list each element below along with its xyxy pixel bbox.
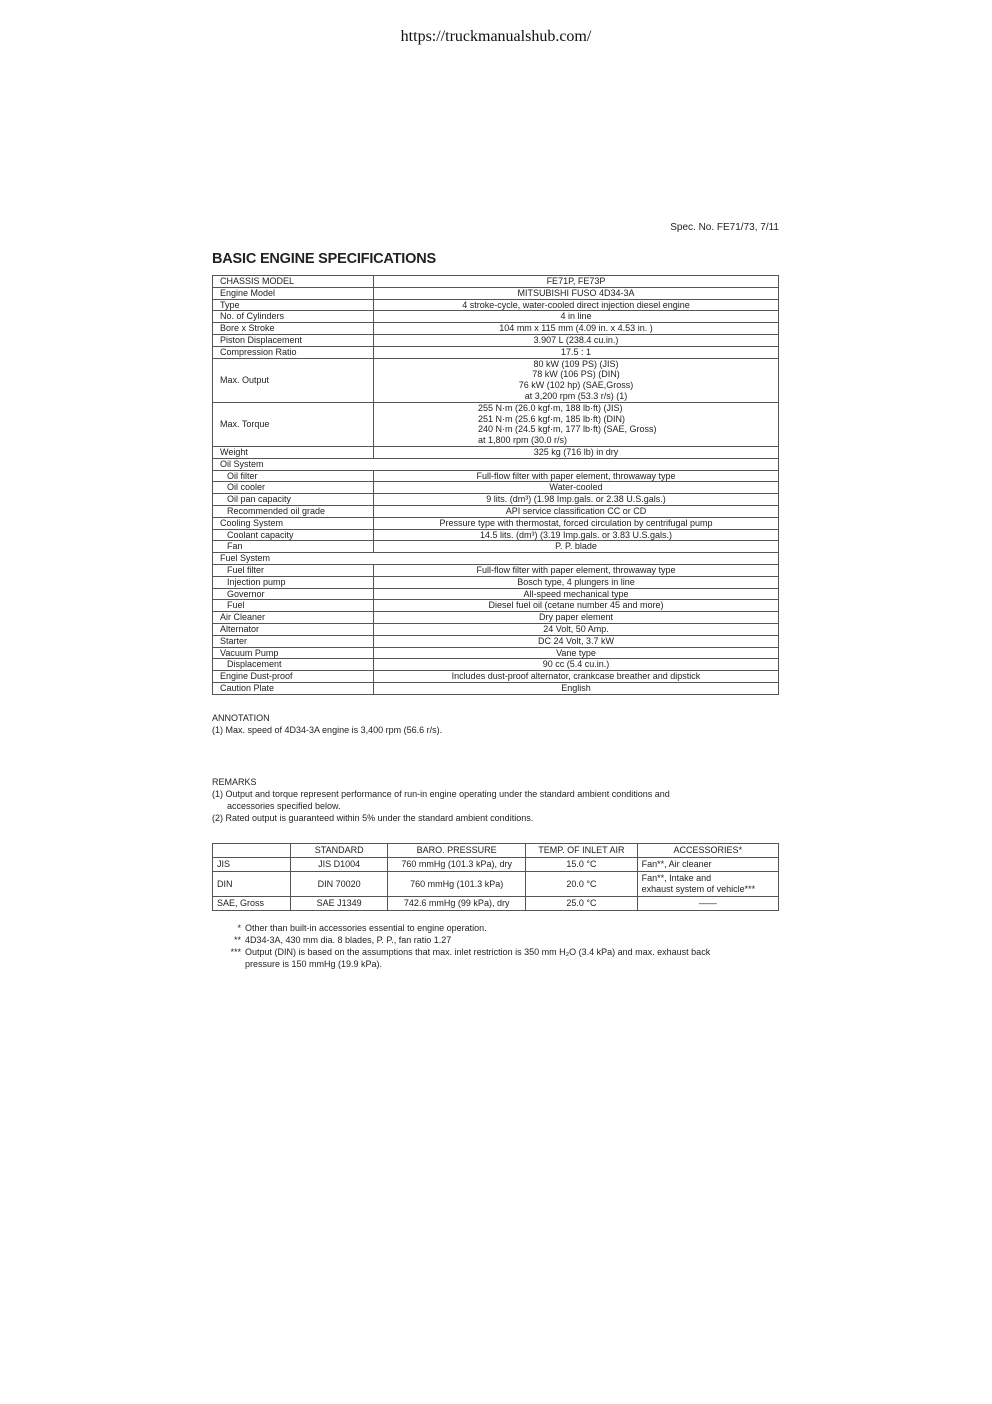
spec-value: [374, 334, 779, 346]
spec-row: [213, 635, 779, 647]
spec-row: [213, 334, 779, 346]
spec-label: Bore x Stroke: [213, 323, 374, 335]
spec-value: [374, 564, 779, 576]
spec-value: [374, 299, 779, 311]
spec-label: Weight: [213, 446, 374, 458]
spec-value-line: All-speed mechanical type: [523, 588, 629, 599]
spec-row: [213, 323, 779, 335]
spec-label: Coolant capacity: [213, 529, 374, 541]
footnote-text: Output (DIN) is based on the assumptions that max. inlet restriction is 350 mm H₂O (3.4 kPa) and max. exhaust back pressure is 150 mmHg (19.9 kPa).: [245, 947, 711, 969]
spec-value-line: FE71P, FE73P: [546, 276, 606, 286]
spec-value: [374, 311, 779, 323]
spec-label: Fuel filter: [213, 564, 374, 576]
spec-value-line: 24 Volt, 50 Amp.: [543, 623, 609, 634]
std-cell: SAE J1349: [291, 897, 388, 911]
std-cell: DIN: [213, 872, 291, 897]
remarks-block: [212, 776, 670, 824]
spec-value: [374, 494, 779, 506]
footnote-mark: *: [237, 923, 241, 933]
source-url[interactable]: https://truckmanualshub.com/: [400, 28, 592, 45]
std-cell: 760 mmHg (101.3 kPa), dry: [388, 858, 526, 872]
spec-value: [374, 623, 779, 635]
spec-value: [374, 588, 779, 600]
spec-row: [213, 600, 779, 612]
footnote-text: 4D34-3A, 430 mm dia. 8 blades, P. P., fan ratio 1.27: [245, 935, 452, 945]
spec-value: [374, 402, 779, 446]
std-row: [213, 872, 779, 897]
annotation-heading: ANNOTATION: [212, 713, 270, 723]
spec-value-line: 4 in line: [560, 311, 592, 322]
spec-row: [213, 358, 779, 402]
std-row: [213, 897, 779, 911]
spec-label: Fuel: [213, 600, 374, 612]
spec-row: [213, 446, 779, 458]
spec-row: [213, 299, 779, 311]
footnotes: [212, 922, 779, 970]
spec-label: Injection pump: [213, 576, 374, 588]
spec-value-line: Includes dust-proof alternator, crankcase breather and dipstick: [451, 671, 701, 682]
spec-value-line: 78 kW (106 PS) (DIN): [532, 369, 620, 380]
spec-row: [213, 458, 779, 470]
spec-row: [213, 505, 779, 517]
spec-value: [374, 287, 779, 299]
footnote-mark: ***: [230, 947, 241, 957]
spec-value-line: at 3,200 rpm (53.3 r/s) (1): [524, 390, 628, 401]
spec-row: [213, 576, 779, 588]
spec-value-line: at 1,800 rpm (30.0 r/s): [478, 435, 568, 446]
spec-label: Max. Output: [213, 358, 374, 402]
annotation-block: [212, 712, 442, 736]
remark-item: (2) Rated output is guaranteed within 5% under the standard ambient conditions.: [212, 813, 534, 823]
spec-value: [374, 659, 779, 671]
spec-row: [213, 470, 779, 482]
spec-label: Fan: [213, 541, 374, 553]
spec-value: [374, 482, 779, 494]
spec-row: [213, 517, 779, 529]
spec-value: [374, 358, 779, 402]
spec-row: [213, 346, 779, 358]
spec-value-line: Pressure type with thermostat, forced circulation by centrifugal pump: [439, 517, 713, 528]
spec-row: [213, 623, 779, 635]
spec-value: [374, 541, 779, 553]
spec-label: Starter: [213, 635, 374, 647]
spec-row: [213, 659, 779, 671]
spec-value-line: Diesel fuel oil (cetane number 45 and more): [488, 600, 664, 611]
spec-label: CHASSIS MODEL: [213, 276, 374, 288]
spec-label: Vacuum Pump: [213, 647, 374, 659]
footnote-text: Other than built-in accessories essential to engine operation.: [245, 923, 487, 933]
spec-label: Air Cleaner: [213, 612, 374, 624]
spec-value-line: Vane type: [556, 647, 596, 658]
std-header-cell: BARO. PRESSURE: [388, 844, 526, 858]
spec-value: [374, 612, 779, 624]
std-cell: Fan**, Intake and exhaust system of vehicle***: [637, 872, 778, 897]
spec-label: Oil filter: [213, 470, 374, 482]
std-cell: JIS: [213, 858, 291, 872]
spec-value-line: P. P. blade: [555, 541, 597, 552]
spec-value-line: Full-flow filter with paper element, throwaway type: [476, 564, 676, 575]
spec-row: [213, 564, 779, 576]
std-cell: SAE, Gross: [213, 897, 291, 911]
spec-value-line: English: [561, 682, 591, 693]
spec-value-line: MITSUBISHI FUSO 4D34-3A: [517, 287, 635, 298]
spec-value: [374, 647, 779, 659]
std-row: [213, 858, 779, 872]
spec-value: [374, 576, 779, 588]
spec-row: [213, 612, 779, 624]
remarks-heading: REMARKS: [212, 777, 257, 787]
spec-label: Displacement: [213, 659, 374, 671]
spec-value-line: 3.907 L (238.4 cu.in.): [533, 334, 619, 345]
spec-value-line: 17.5 : 1: [560, 346, 592, 357]
spec-value: [374, 517, 779, 529]
spec-row: [213, 682, 779, 694]
spec-value: [374, 671, 779, 683]
std-cell: ——: [637, 897, 778, 911]
spec-value: [374, 346, 779, 358]
spec-row: [213, 588, 779, 600]
spec-label: Alternator: [213, 623, 374, 635]
spec-label: Type: [213, 299, 374, 311]
spec-value: [374, 600, 779, 612]
spec-value: [374, 276, 779, 288]
spec-label: Piston Displacement: [213, 334, 374, 346]
spec-row: [213, 541, 779, 553]
footnote: [212, 934, 779, 946]
std-cell: 25.0 °C: [526, 897, 637, 911]
spec-value-line: 4 stroke-cycle, water-cooled direct injection diesel engine: [462, 299, 690, 310]
spec-row: [213, 494, 779, 506]
spec-row: [213, 482, 779, 494]
spec-value: [374, 635, 779, 647]
spec-value-line: Bosch type, 4 plungers in line: [517, 576, 635, 587]
page-title: BASIC ENGINE SPECIFICATIONS: [212, 251, 436, 267]
std-header-cell: STANDARD: [291, 844, 388, 858]
spec-value-line: 80 kW (109 PS) (JIS): [533, 358, 619, 369]
spec-value-line: DC 24 Volt, 3.7 kW: [537, 635, 615, 646]
std-cell: JIS D1004: [291, 858, 388, 872]
spec-value: [374, 529, 779, 541]
spec-value: [374, 505, 779, 517]
std-cell: 742.6 mmHg (99 kPa), dry: [388, 897, 526, 911]
spec-value-line: 255 N·m (26.0 kgf·m, 188 lb·ft) (JIS): [478, 402, 623, 413]
spec-row: [213, 402, 779, 446]
spec-row: [213, 671, 779, 683]
spec-label: Governor: [213, 588, 374, 600]
std-cell: DIN 70020: [291, 872, 388, 897]
spec-row: [213, 287, 779, 299]
spec-label: Cooling System: [213, 517, 374, 529]
spec-value-line: 251 N·m (25.6 kgf·m, 185 lb·ft) (DIN): [478, 413, 626, 424]
spec-row: [213, 311, 779, 323]
spec-value: [374, 446, 779, 458]
spec-label: Recommended oil grade: [213, 505, 374, 517]
spec-label: Fuel System: [213, 553, 779, 565]
std-header-cell: TEMP. OF INLET AIR: [526, 844, 637, 858]
remark-item-continuation: accessories specified below.: [227, 801, 341, 811]
spec-label: Compression Ratio: [213, 346, 374, 358]
std-cell: Fan**, Air cleaner: [637, 858, 778, 872]
spec-value: [374, 470, 779, 482]
std-header-cell: [213, 844, 291, 858]
spec-row: [213, 529, 779, 541]
spec-row: [213, 553, 779, 565]
spec-number: Spec. No. FE71/73, 7/11: [670, 222, 779, 233]
annotation-line: (1) Max. speed of 4D34-3A engine is 3,400 rpm (56.6 r/s).: [212, 725, 443, 735]
spec-value-line: 104 mm x 115 mm (4.09 in. x 4.53 in. ): [499, 323, 653, 334]
spec-value-line: 76 kW (102 hp) (SAE,Gross): [518, 380, 634, 391]
spec-label: Oil cooler: [213, 482, 374, 494]
footnote: [212, 946, 779, 970]
spec-value-line: 90 cc (5.4 cu.in.): [542, 659, 610, 670]
remark-item: (1) Output and torque represent performance of run-in engine operating under the standard ambient conditions and: [212, 789, 670, 799]
spec-label: Engine Dust-proof: [213, 671, 374, 683]
spec-label: Max. Torque: [213, 402, 374, 446]
spec-value-line: 325 kg (716 lb) in dry: [533, 446, 619, 457]
spec-value-line: Full-flow filter with paper element, throwaway type: [476, 470, 676, 481]
standard-conditions-table: [212, 843, 779, 911]
engine-spec-table: [212, 275, 779, 695]
spec-value-line: 240 N·m (24.5 kgf·m, 177 lb·ft) (SAE, Gross): [478, 424, 657, 435]
spec-value: [374, 682, 779, 694]
spec-label: Caution Plate: [213, 682, 374, 694]
footnote-mark: **: [233, 935, 241, 945]
spec-label: No. of Cylinders: [213, 311, 374, 323]
spec-value-line: Dry paper element: [538, 612, 614, 623]
spec-label: Engine Model: [213, 287, 374, 299]
spec-label: Oil System: [213, 458, 779, 470]
spec-value-line: 9 lits. (dm³) (1.98 Imp.gals. or 2.38 U.S.gals.): [486, 494, 666, 505]
std-header-cell: ACCESSORIES*: [637, 844, 778, 858]
std-cell: 20.0 °C: [526, 872, 637, 897]
footnote: [212, 922, 779, 934]
std-cell: 760 mmHg (101.3 kPa): [388, 872, 526, 897]
spec-row: [213, 276, 779, 288]
spec-row: [213, 647, 779, 659]
std-cell: 15.0 °C: [526, 858, 637, 872]
spec-value-line: 14.5 lits. (dm³) (3.19 Imp.gals. or 3.83 U.S.gals.): [479, 529, 673, 540]
spec-value: [374, 323, 779, 335]
spec-value-line: Water-cooled: [549, 482, 603, 493]
spec-label: Oil pan capacity: [213, 494, 374, 506]
spec-value-line: API service classification CC or CD: [505, 505, 647, 516]
